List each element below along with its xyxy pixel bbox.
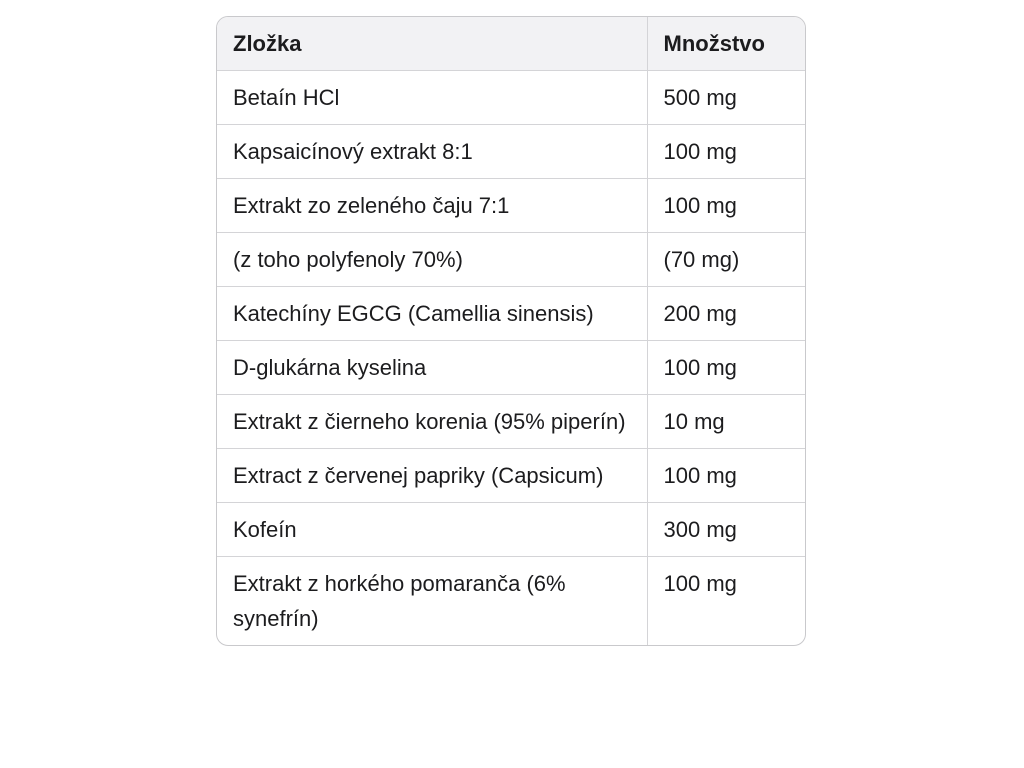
table-row <box>217 449 805 503</box>
amount-cell: 100 mg <box>647 179 805 233</box>
table-row <box>217 287 805 341</box>
amount-cell: 300 mg <box>647 503 805 557</box>
amount-cell: (70 mg) <box>647 233 805 287</box>
ingredient-cell: D-glukárna kyselina <box>217 341 647 395</box>
ingredient-cell: (z toho polyfenoly 70%) <box>217 233 647 287</box>
table-row <box>217 71 805 125</box>
amount-cell: 100 mg <box>647 125 805 179</box>
ingredients-table-container <box>216 16 806 646</box>
table-row <box>217 233 805 287</box>
ingredients-table <box>217 17 805 645</box>
table-row <box>217 125 805 179</box>
table-row <box>217 557 805 646</box>
amount-cell: 500 mg <box>647 71 805 125</box>
amount-cell: 100 mg <box>647 449 805 503</box>
amount-cell: 100 mg <box>647 557 805 646</box>
table-row <box>217 341 805 395</box>
amount-cell: 200 mg <box>647 287 805 341</box>
ingredient-cell: Extrakt z horkého pomaranča (6% synefrín) <box>233 571 566 631</box>
table-header-row <box>217 17 805 71</box>
table-row <box>217 395 805 449</box>
column-header-amount: Množstvo <box>647 17 805 71</box>
ingredient-cell: Extrakt z čierneho korenia (95% piperín) <box>217 395 647 449</box>
ingredient-cell: Extract z červenej papriky (Capsicum) <box>217 449 647 503</box>
table-row <box>217 503 805 557</box>
ingredient-cell: Katechíny EGCG (Camellia sinensis) <box>217 287 647 341</box>
amount-cell: 100 mg <box>647 341 805 395</box>
column-header-ingredient: Zložka <box>217 17 647 71</box>
ingredient-cell: Kofeín <box>217 503 647 557</box>
ingredient-cell: Kapsaicínový extrakt 8:1 <box>217 125 647 179</box>
amount-cell: 10 mg <box>647 395 805 449</box>
table-row <box>217 179 805 233</box>
ingredient-cell: Betaín HCl <box>217 71 647 125</box>
ingredient-cell: Extrakt zo zeleného čaju 7:1 <box>217 179 647 233</box>
